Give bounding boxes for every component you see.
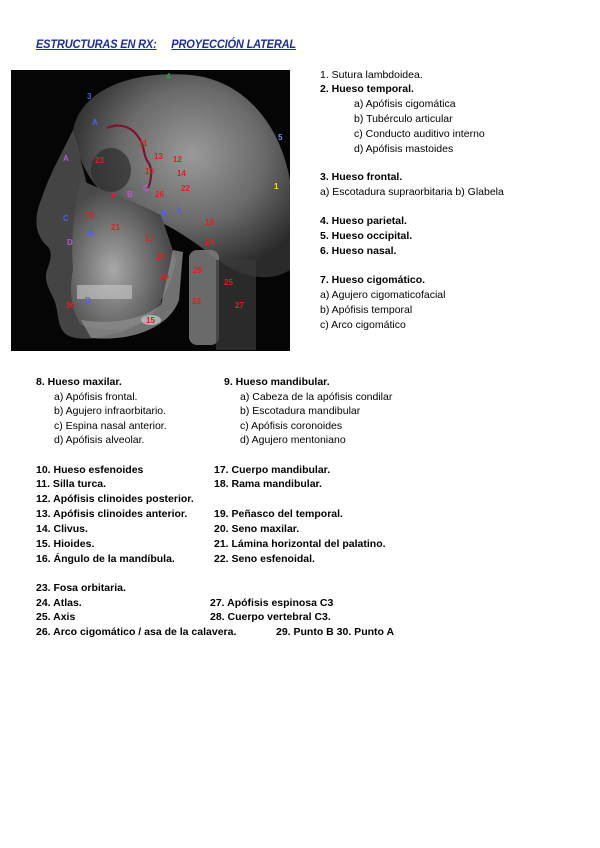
xray-svg [11, 70, 290, 351]
legend-item-29-30: 29. Punto B 30. Punto A [276, 626, 395, 638]
label-a-top: A [92, 118, 98, 127]
label-30: 30 [66, 301, 75, 310]
label-a-zyg: A [63, 154, 69, 163]
legend-item-13: 13. Apófisis clinoides anterior. [36, 508, 188, 520]
label-21: 21 [111, 223, 120, 232]
legend-item-26: 26. Arco cigomático / asa de la calavera. [36, 626, 237, 638]
label-20: 20 [85, 211, 94, 220]
label-a-mand: A [176, 206, 182, 215]
title-part-2: PROYECCIÓN LATERAL [171, 37, 296, 51]
label-28: 28 [192, 297, 201, 306]
title-part-1: ESTRUCTURAS EN RX: [36, 37, 157, 51]
mandibular-item-d: d) Agujero mentoniano [240, 434, 346, 446]
label-c-max: C [63, 214, 69, 223]
label-16: 16 [160, 272, 169, 281]
label-12: 12 [173, 155, 182, 164]
label-11: 11 [139, 139, 148, 148]
mandibular-item-a: a) Cabeza de la apófisis condilar [240, 391, 393, 403]
orbit [91, 148, 131, 192]
label-1: 1 [274, 182, 279, 191]
legend-item-7a: a) Agujero cigomaticofacial [320, 289, 446, 301]
legend-item-22: 22. Seno esfenoidal. [214, 553, 315, 565]
label-18: 18 [156, 252, 165, 261]
maxilar-item-b: b) Agujero infraorbitario. [54, 405, 167, 417]
legend-item-7: 7. Hueso cigomático. [320, 274, 426, 286]
legend-item-23: 23. Fosa orbitaria. [36, 582, 126, 594]
label-b-zyg: B [127, 190, 133, 199]
legend-item-2c: c) Conducto auditivo interno [354, 128, 485, 140]
legend-item-25: 25. Axis [36, 611, 76, 623]
mandibular-heading: 9. Hueso mandibular. [224, 376, 330, 388]
legend-item-18: 18. Rama mandibular. [214, 478, 322, 490]
label-14: 14 [177, 169, 186, 178]
legend-item-19: 19. Peñasco del temporal. [214, 508, 343, 520]
label-26: 26 [155, 190, 164, 199]
legend-item-7c: c) Arco cigomático [320, 319, 406, 331]
label-27: 27 [235, 301, 244, 310]
page-title [36, 37, 296, 51]
label-d-mand: D [85, 296, 91, 305]
label-19: 19 [205, 218, 214, 227]
label-13: 13 [154, 152, 163, 161]
label-7: 7 [111, 193, 116, 202]
legend-item-2d: d) Apófisis mastoides [354, 143, 454, 155]
mandibular-item-b: b) Escotadura mandibular [240, 405, 361, 417]
label-4: 4 [166, 72, 171, 81]
maxilar-item-d: d) Apófisis alveolar. [54, 434, 145, 446]
label-d-max: D [67, 238, 73, 247]
maxilar-item-c: c) Espina nasal anterior. [54, 420, 167, 432]
legend-item-11: 11. Silla turca. [36, 478, 107, 490]
legend-item-6: 6. Hueso nasal. [320, 245, 397, 257]
legend-item-2a: a) Apófisis cigomática [354, 98, 456, 110]
legend-item-5: 5. Hueso occipital. [320, 230, 413, 242]
legend-item-28: 28. Cuerpo vertebral C3. [210, 611, 331, 623]
legend-item-2: 2. Hueso temporal. [320, 83, 414, 95]
label-15: 15 [146, 316, 155, 325]
legend-item-17: 17. Cuerpo mandibular. [214, 464, 331, 476]
label-23: 23 [95, 156, 104, 165]
legend-item-16: 16. Ángulo de la mandíbula. [36, 553, 175, 565]
legend-item-1: 1. Sutura lambdoidea. [320, 69, 423, 81]
label-b-max: B [88, 228, 94, 237]
label-29: 29 [193, 266, 202, 275]
label-b-mand: B [161, 211, 167, 220]
legend-item-3: 3. Hueso frontal. [320, 171, 403, 183]
legend-item-20: 20. Seno maxilar. [214, 523, 300, 535]
label-5: 5 [278, 133, 283, 142]
label-10: 10 [145, 167, 154, 176]
legend-item-3a: a) Escotadura supraorbitaria b) Glabela [320, 186, 504, 198]
legend-item-12: 12. Apófisis clinoides posterior. [36, 493, 194, 505]
maxilar-heading: 8. Hueso maxilar. [36, 376, 122, 388]
legend-item-10: 10. Hueso esfenoides [36, 464, 144, 476]
legend-item-4: 4. Hueso parietal. [320, 215, 407, 227]
legend-item-21: 21. Lámina horizontal del palatino. [214, 538, 386, 550]
mandibular-item-c: c) Apófisis coronoides [240, 420, 343, 432]
label-17: 17 [145, 234, 154, 243]
xray-lateral-image [11, 70, 290, 351]
label-3: 3 [87, 92, 92, 101]
legend-item-24: 24. Atlas. [36, 597, 82, 609]
legend-item-7b: b) Apófisis temporal [320, 304, 413, 316]
label-c-zyg: C [143, 184, 149, 193]
label-22: 22 [181, 184, 190, 193]
maxilar-item-a: a) Apófisis frontal. [54, 391, 138, 403]
legend-item-2b: b) Tubérculo articular [354, 113, 453, 125]
legend-item-27: 27. Apófisis espinosa C3 [210, 597, 334, 609]
legend-item-15: 15. Hioides. [36, 538, 95, 550]
legend-item-14: 14. Clivus. [36, 523, 88, 535]
label-25: 25 [224, 278, 233, 287]
label-24: 24 [205, 238, 214, 247]
